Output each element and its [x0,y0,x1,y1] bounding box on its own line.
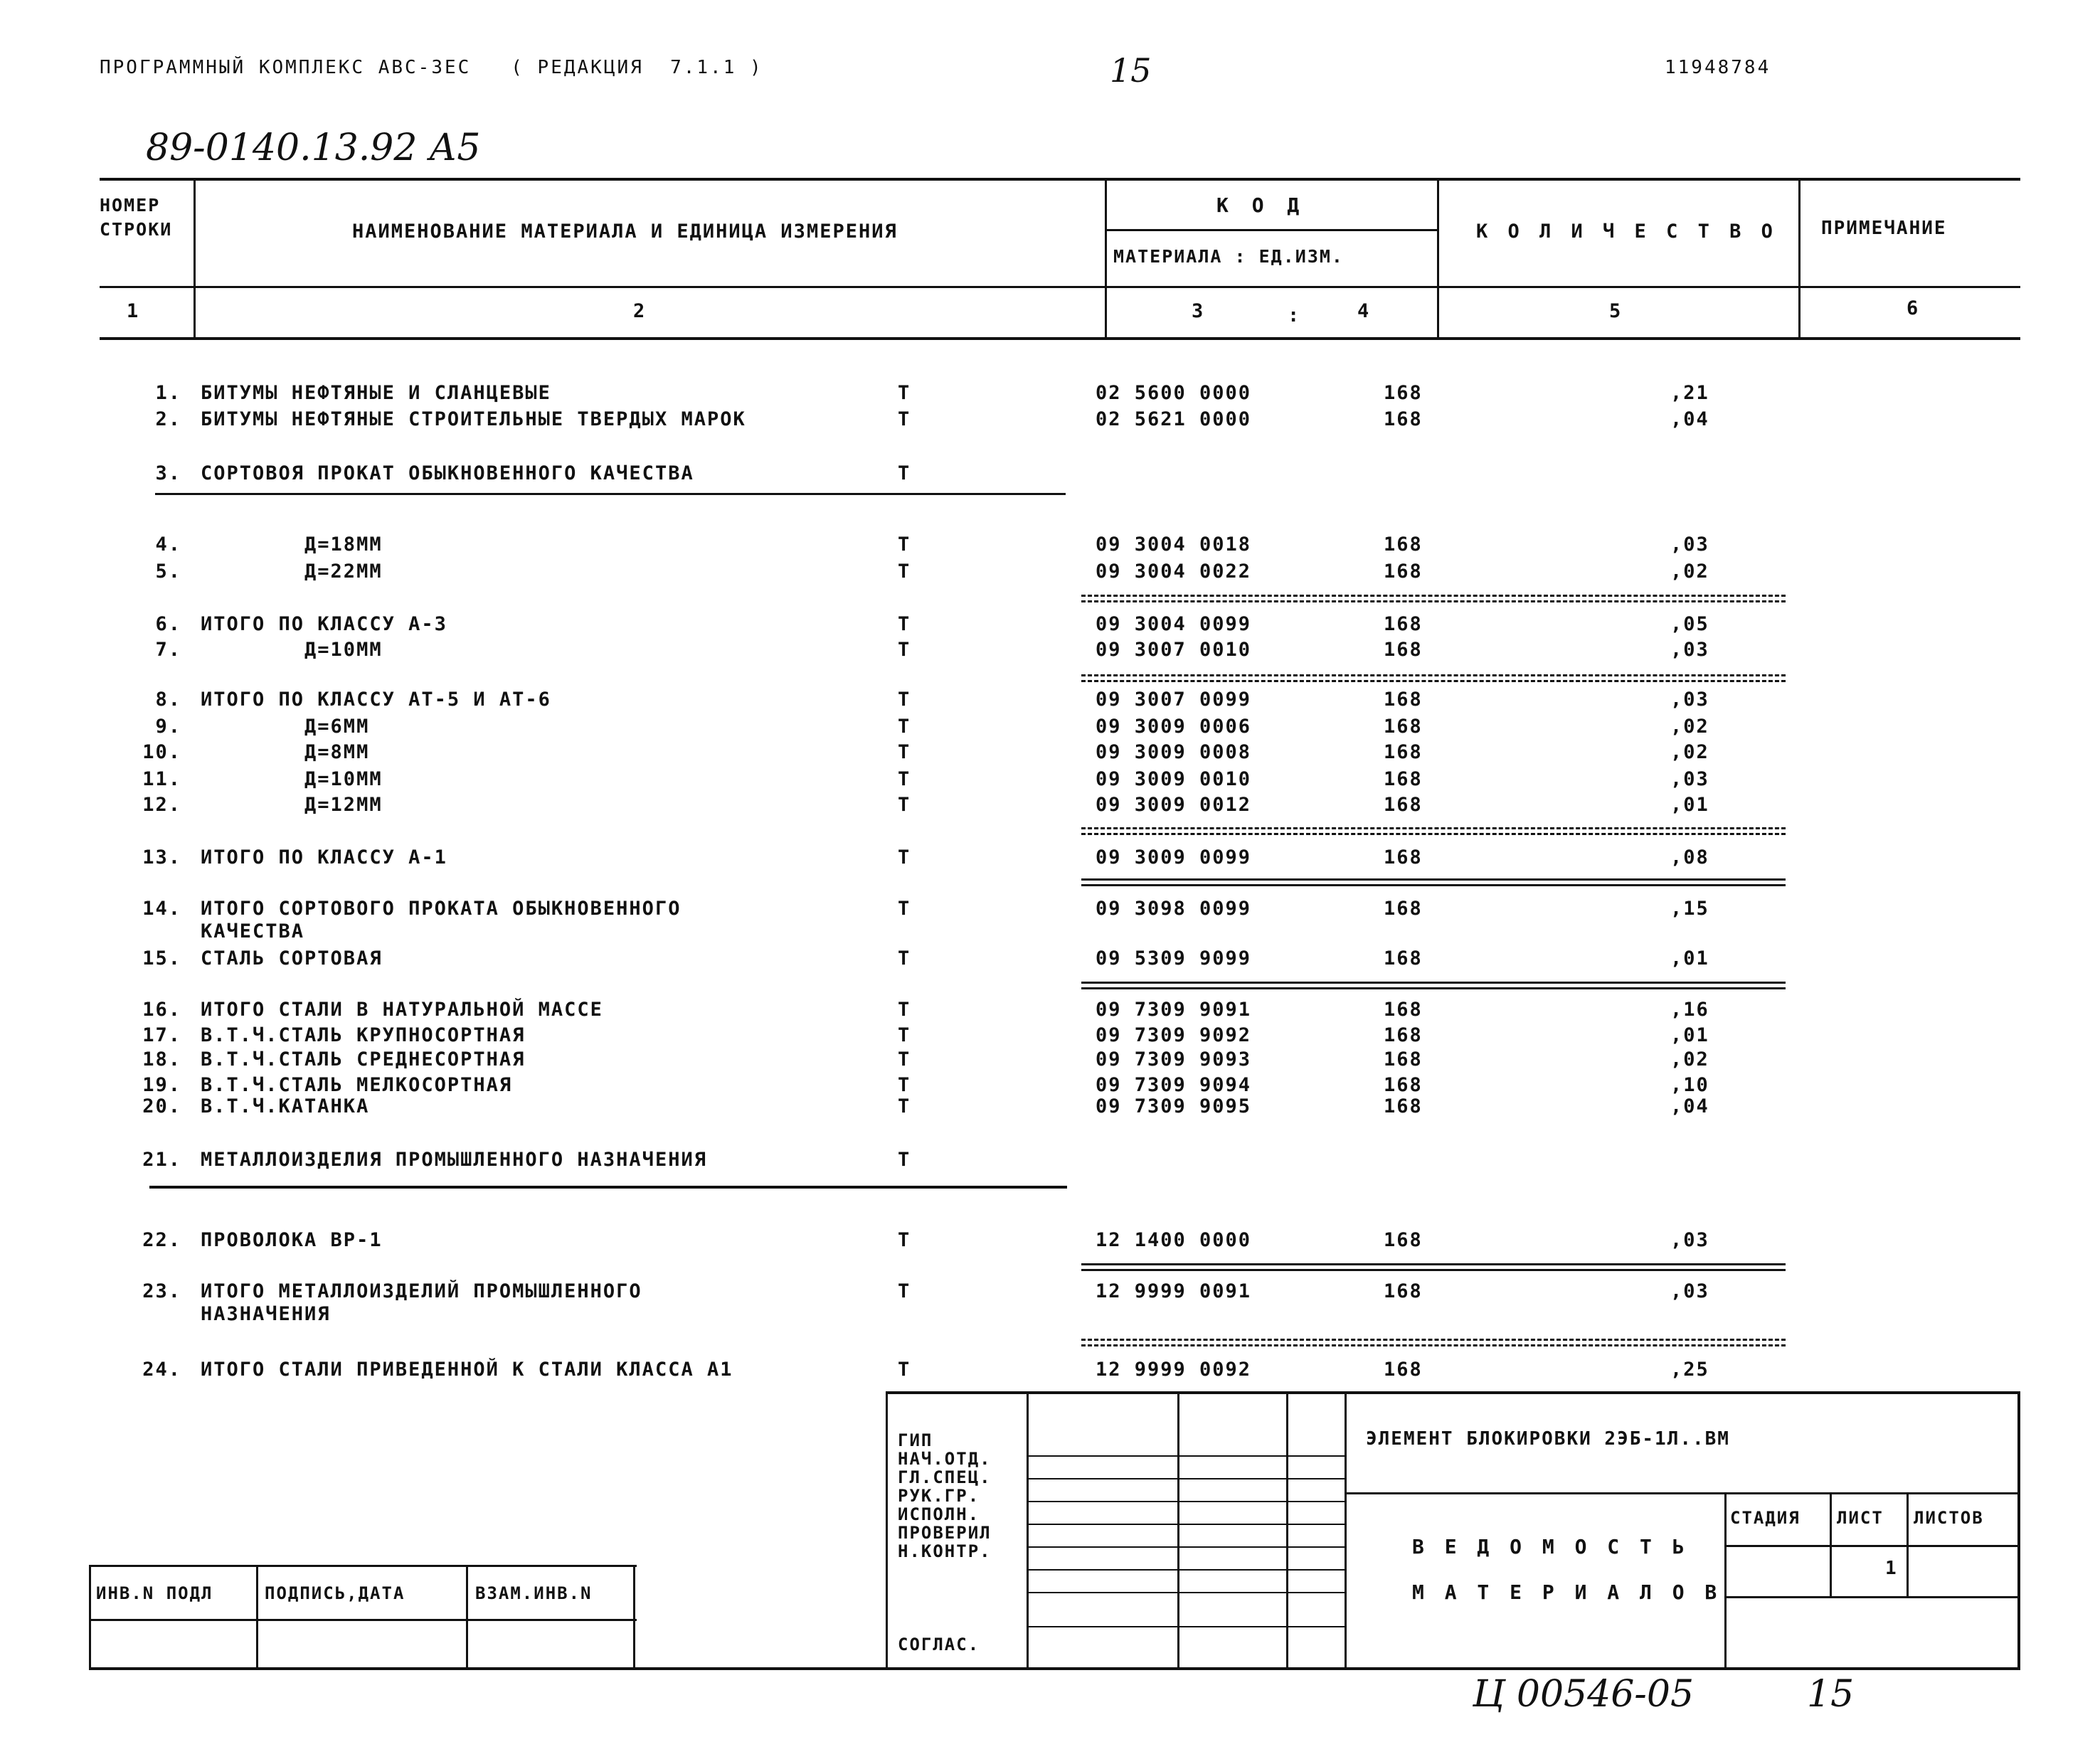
row-material-name: МЕТАЛЛОИЗДЕЛИЯ ПРОМЫШЛЕННОГО НАЗНАЧЕНИЯ [201,1149,707,1171]
row-number: 21. [142,1149,181,1171]
col-header-note: ПРИМЕЧАНИЕ [1821,218,1947,239]
row-quantity: ,10 [1670,1074,1709,1096]
row-unit-code: 168 [1384,794,1423,816]
row-unit-code: 168 [1384,741,1423,763]
row-material-name: ИТОГО ПО КЛАССУ А-3 [201,613,447,635]
stamp-roles [898,1431,992,1561]
total-rule-sortovyi-b [1081,884,1786,886]
row-material-name: Д=22ММ [201,560,383,583]
col-divider-1 [193,178,196,340]
row-number: 20. [142,1095,181,1117]
document-number: 11948784 [1665,57,1771,78]
row-number: 19. [142,1074,181,1096]
col-number-3: 3 [1192,300,1205,322]
row-material-code: 02 5600 0000 [1096,382,1252,404]
row-material-name: В.Т.Ч.СТАЛЬ КРУПНОСОРТНАЯ [201,1024,526,1046]
signature-line [1027,1592,1345,1593]
row-unit: Т [898,462,911,484]
row-quantity: ,04 [1670,1095,1709,1117]
row-material-name: БИТУМЫ НЕФТЯНЫЕ И СЛАНЦЕВЫЕ [201,382,551,404]
col-number-2: 2 [633,300,647,322]
row-material-code: 09 3007 0010 [1096,639,1252,661]
row-unit-code: 168 [1384,1229,1423,1251]
row-quantity: ,01 [1670,1024,1709,1046]
row-number: 18. [142,1048,181,1070]
row-quantity: ,16 [1670,999,1709,1021]
col-divider-4 [1798,178,1801,340]
page-number-handwritten: 15 [1110,51,1152,90]
row-number: 11. [142,768,181,790]
row-quantity: ,02 [1670,1048,1709,1070]
row-unit: Т [898,382,911,404]
row-unit: Т [898,794,911,816]
left-stamp-col-2 [466,1565,468,1669]
row-unit-code: 168 [1384,898,1423,920]
col-number-5: 5 [1609,300,1623,322]
row-unit-code: 168 [1384,768,1423,790]
role-gip: ГИП [898,1430,933,1450]
row-material-name: ИТОГО МЕТАЛЛОИЗДЕЛИЙ ПРОМЫШЛЕННОГО НАЗНАЧЕНИЯ [201,1280,642,1325]
stamp-bottom-rule [89,1667,2020,1670]
row-material-code: 09 7309 9095 [1096,1095,1252,1117]
left-stamp-col-3 [633,1565,635,1669]
stamp-stadia-label: СТАДИЯ [1730,1508,1801,1528]
stamp-title-line1: В Е Д О М О С Т Ь [1412,1535,1689,1558]
total-rule-a3 [1081,595,1786,597]
row-material-name: Д=6ММ [201,716,370,738]
project-code-handwritten: 89-0140.13.92 А5 [146,127,481,169]
row-material-name: В.Т.Ч.СТАЛЬ МЕЛКОСОРТНАЯ [201,1074,513,1096]
row-quantity: ,25 [1670,1359,1709,1381]
row-material-code: 09 3009 0012 [1096,794,1252,816]
left-stamp-inv: ИНВ.N ПОДЛ [96,1583,213,1603]
col-divider-3 [1437,178,1439,340]
signature-line [1027,1524,1345,1525]
row-unit-code: 168 [1384,1095,1423,1117]
row-material-name: Д=10ММ [201,768,383,790]
stamp-left-border [886,1391,888,1669]
col-header-line-number: НОМЕР СТРОКИ [100,195,173,240]
col-header-quantity: К О Л И Ч Е С Т В О [1476,220,1777,243]
row-unit-code: 168 [1384,639,1423,661]
row-number: 12. [142,794,181,816]
row-unit: Т [898,533,911,556]
role-ispoln: ИСПОЛН. [898,1504,980,1524]
col-header-name: НАИМЕНОВАНИЕ МАТЕРИАЛА И ЕДИНИЦА ИЗМЕРЕНИЯ [352,220,898,243]
row-material-code: 12 1400 0000 [1096,1229,1252,1251]
footer-page-handwritten: 15 [1807,1673,1855,1716]
stamp-list-rule [1724,1596,2020,1598]
row-material-code: 09 3009 0099 [1096,846,1252,868]
row-unit: Т [898,1359,911,1381]
signature-line [1027,1546,1345,1548]
role-soglas: СОГЛАС. [898,1635,980,1654]
row-unit: Т [898,1024,911,1046]
total-rule-natural-b [1081,987,1786,989]
row-unit-code: 168 [1384,1280,1423,1302]
total-rule-a3-b [1081,600,1786,602]
row-quantity: ,01 [1670,947,1709,969]
program-header: ПРОГРАММНЫЙ КОМПЛЕКС АВС-3ЕС ( РЕДАКЦИЯ 7.1.1 ) [100,57,763,78]
row-number: 24. [142,1359,181,1381]
col-number-1: 1 [127,300,140,322]
role-nach-otd: НАЧ.ОТД. [898,1449,992,1469]
total-rule-at-b [1081,680,1786,682]
row-unit: Т [898,639,911,661]
row-unit-code: 168 [1384,1048,1423,1070]
row-number: 1. [155,382,181,404]
col-number-6: 6 [1907,297,1920,319]
row-material-code: 09 7309 9092 [1096,1024,1252,1046]
row-unit-code: 168 [1384,1024,1423,1046]
row-unit-code: 168 [1384,613,1423,635]
row-unit-code: 168 [1384,1074,1423,1096]
row-material-name: ИТОГО СОРТОВОГО ПРОКАТА ОБЫКНОВЕННОГО КАЧЕСТВА [201,898,682,942]
signature-line [1027,1626,1345,1627]
row-material-name: БИТУМЫ НЕФТЯНЫЕ СТРОИТЕЛЬНЫЕ ТВЕРДЫХ МАРОК [201,408,746,430]
row-material-code: 09 3009 0006 [1096,716,1252,738]
row-unit-code: 168 [1384,533,1423,556]
row-material-code: 09 3004 0099 [1096,613,1252,635]
row-unit: Т [898,741,911,763]
row-number: 14. [142,898,181,920]
row-material-name: Д=10ММ [201,639,383,661]
row-material-code: 12 9999 0091 [1096,1280,1252,1302]
stamp-title-rule [1345,1492,2020,1494]
row-material-name: СТАЛЬ СОРТОВАЯ [201,947,383,969]
row-unit-code: 168 [1384,1359,1423,1381]
row-unit: Т [898,1048,911,1070]
row-unit-code: 168 [1384,560,1423,583]
row-number: 22. [142,1229,181,1251]
stamp-list-value: 1 [1885,1558,1898,1579]
row-quantity: ,03 [1670,1280,1709,1302]
total-rule-a1 [1081,827,1786,829]
col-header-code-sub: МАТЕРИАЛА : ЕД.ИЗМ. [1113,246,1344,267]
row-number: 8. [155,689,181,711]
stamp-title-line2: М А Т Е Р И А Л О В [1412,1580,1722,1604]
row-material-code: 09 7309 9093 [1096,1048,1252,1070]
row-unit: Т [898,613,911,635]
row-material-name: ИТОГО ПО КЛАССУ АТ-5 И АТ-6 [201,689,551,711]
row-unit-code: 168 [1384,846,1423,868]
stamp-stadia-left [1724,1492,1727,1669]
row-unit: Т [898,1074,911,1096]
left-stamp-col-0 [89,1565,91,1669]
row-material-code: 02 5621 0000 [1096,408,1252,430]
stamp-listov-label: ЛИСТОВ [1914,1508,1984,1528]
row-number: 3. [155,462,181,484]
row-number: 6. [155,613,181,635]
row-material-code: 09 3004 0022 [1096,560,1252,583]
row-quantity: ,05 [1670,613,1709,635]
left-stamp-vzam: ВЗАМ.ИНВ.N [475,1583,593,1603]
section-underline-21 [149,1186,1067,1189]
left-stamp-mid [89,1619,637,1621]
total-rule-at [1081,674,1786,676]
row-number: 9. [155,716,181,738]
row-unit-code: 168 [1384,947,1423,969]
row-number: 2. [155,408,181,430]
total-rule-metal-b [1081,1269,1786,1271]
row-quantity: ,02 [1670,560,1709,583]
row-unit-code: 168 [1384,408,1423,430]
col-number-separator: : [1288,304,1301,326]
footer-code-handwritten: Ц 00546-05 [1473,1673,1695,1716]
row-material-name: ИТОГО СТАЛИ В НАТУРАЛЬНОЙ МАССЕ [201,999,603,1021]
row-quantity: ,01 [1670,794,1709,816]
row-quantity: ,08 [1670,846,1709,868]
row-number: 16. [142,999,181,1021]
row-material-code: 09 3009 0008 [1096,741,1252,763]
total-rule-metal [1081,1263,1786,1265]
col-number-4: 4 [1357,300,1371,322]
stamp-right-border [2017,1391,2020,1669]
row-material-code: 09 3007 0099 [1096,689,1252,711]
row-number: 17. [142,1024,181,1046]
row-unit-code: 168 [1384,999,1423,1021]
row-number: 15. [142,947,181,969]
row-material-code: 12 9999 0092 [1096,1359,1252,1381]
row-material-name: Д=8ММ [201,741,370,763]
stamp-element-name: ЭЛЕМЕНТ БЛОКИРОВКИ 2ЭБ-1Л..ВМ [1366,1428,1730,1450]
total-rule-sortovyi [1081,878,1786,881]
row-unit: Т [898,689,911,711]
row-number: 23. [142,1280,181,1302]
row-quantity: ,15 [1670,898,1709,920]
signature-line [1027,1501,1345,1502]
row-quantity: ,03 [1670,533,1709,556]
row-material-name: СОРТОВОЯ ПРОКАТ ОБЫКНОВЕННОГО КАЧЕСТВА [201,462,694,484]
row-unit: Т [898,1149,911,1171]
section-underline-3 [155,493,1066,495]
row-quantity: ,03 [1670,639,1709,661]
signature-line [1027,1569,1345,1571]
row-quantity: ,02 [1670,716,1709,738]
row-material-code: 09 3098 0099 [1096,898,1252,920]
row-quantity: ,03 [1670,768,1709,790]
row-material-name: В.Т.Ч.КАТАНКА [201,1095,370,1117]
row-unit: Т [898,1280,911,1302]
signature-line [1027,1455,1345,1457]
left-stamp-podpis: ПОДПИСЬ,ДАТА [265,1583,405,1603]
row-unit: Т [898,947,911,969]
row-unit: Т [898,846,911,868]
left-stamp-col-1 [256,1565,258,1669]
row-unit: Т [898,560,911,583]
row-material-name: Д=18ММ [201,533,383,556]
row-unit-code: 168 [1384,689,1423,711]
row-quantity: ,04 [1670,408,1709,430]
role-gl-spec: ГЛ.СПЕЦ. [898,1467,992,1487]
row-quantity: ,02 [1670,741,1709,763]
total-rule-final-b [1081,1344,1786,1346]
signature-line [1027,1478,1345,1479]
row-material-name: В.Т.Ч.СТАЛЬ СРЕДНЕСОРТНАЯ [201,1048,526,1070]
row-unit: Т [898,1229,911,1251]
row-material-name: ПРОВОЛОКА ВР-1 [201,1229,383,1251]
row-unit: Т [898,898,911,920]
left-stamp-top [89,1565,637,1567]
col-header-code: К О Д [1216,193,1305,217]
row-number: 7. [155,639,181,661]
total-rule-natural [1081,982,1786,984]
table-top-rule [100,178,2020,181]
stamp-top-rule [886,1391,2020,1394]
col-divider-2 [1105,178,1107,340]
role-ruk-gr: РУК.ГР. [898,1486,980,1506]
row-quantity: ,03 [1670,1229,1709,1251]
code-sub-rule [1105,229,1437,231]
row-unit: Т [898,408,911,430]
row-material-code: 09 7309 9094 [1096,1074,1252,1096]
row-quantity: ,21 [1670,382,1709,404]
row-unit: Т [898,716,911,738]
row-unit-code: 168 [1384,716,1423,738]
row-material-code: 09 3004 0018 [1096,533,1252,556]
row-unit: Т [898,1095,911,1117]
header-bottom-rule [100,286,2020,288]
row-number: 5. [155,560,181,583]
total-rule-final [1081,1339,1786,1341]
role-n-kontr: Н.КОНТР. [898,1541,992,1561]
numbers-bottom-rule [100,337,2020,340]
row-number: 4. [155,533,181,556]
row-material-name: ИТОГО СТАЛИ ПРИВЕДЕННОЙ К СТАЛИ КЛАССА А1 [201,1359,733,1381]
row-material-code: 09 5309 9099 [1096,947,1252,969]
row-material-name: Д=12ММ [201,794,383,816]
row-quantity: ,03 [1670,689,1709,711]
row-unit: Т [898,999,911,1021]
row-material-name: ИТОГО ПО КЛАССУ А-1 [201,846,447,868]
total-rule-a1-b [1081,833,1786,835]
row-number: 10. [142,741,181,763]
row-unit-code: 168 [1384,382,1423,404]
stamp-col-d [1345,1391,1347,1669]
stamp-stadia-rule [1724,1545,2020,1547]
stamp-list-label: ЛИСТ [1837,1508,1884,1528]
row-number: 13. [142,846,181,868]
row-material-code: 09 3009 0010 [1096,768,1252,790]
row-unit: Т [898,768,911,790]
role-proveril: ПРОВЕРИЛ [898,1523,992,1543]
row-material-code: 09 7309 9091 [1096,999,1252,1021]
